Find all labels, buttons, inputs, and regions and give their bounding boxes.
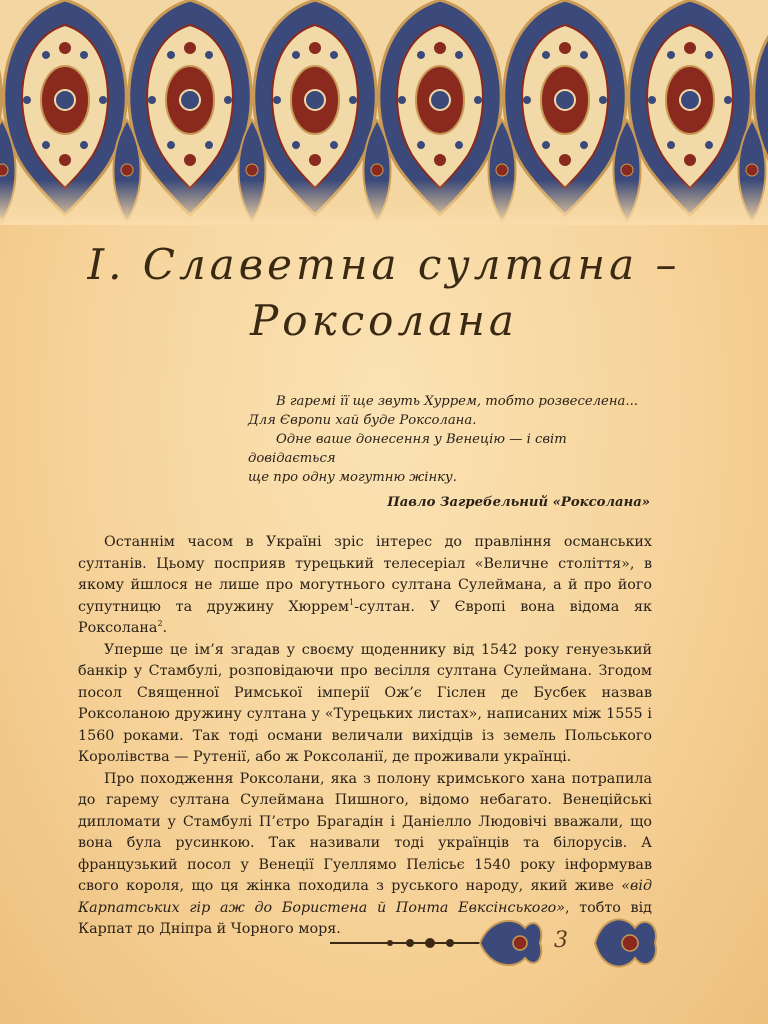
paragraph: Уперше це ім’я згадав у своєму щоденнику від 1542 року генуезький банкір у Стамбулі, розповідаючи про весілля султана Сулеймана. Згодом посол Священної Римської імперії Ож’є Гіслен де Бусбек назвав Роксоланою дружину султана у «Турецьких листах», написаних між 1555 і 1560 роками. Так тоді османи величали вихідців із земель Польського Королівства — Рутенії, або ж Роксоланії, де проживали українці. (78, 641, 652, 765)
epigraph-line: В гаремі її ще звуть Хуррем, тобто розвеселена... (276, 394, 638, 409)
ornament-border (0, 0, 768, 225)
paragraph-text: , тобто від Карпат до Дніпра й Чорного моря. (78, 899, 652, 937)
paragraph-text: . (162, 620, 168, 636)
epigraph-line: Одне ваше донесення у Венецію — і світ довідається (248, 432, 567, 466)
paragraph (78, 532, 652, 640)
page-number: 3 (554, 928, 568, 953)
ornament-pattern-icon (0, 0, 768, 225)
footer-ornament-icon (330, 908, 660, 978)
chapter-title-line1: І. Славетна султана – (87, 240, 681, 289)
chapter-title-line2: Роксолана (250, 296, 518, 345)
paragraph-text: Останнім часом в Україні зріс інтерес до правління османських султанів. Цьому посприяв турецький телесеріал «Величне століття», в якому йшлося не лише про могутнього султана Сулеймана, а й про його супутницю та дружину Хюррем (78, 534, 652, 615)
body-text (78, 532, 652, 941)
paragraph-quote: «від Карпатських гір аж до Бористена й Понта Евксінського» (78, 878, 652, 916)
epigraph-line: Для Європи хай буде Роксолана. (248, 413, 477, 428)
epigraph-author: Павло Загребельний «Роксолана» (387, 495, 650, 510)
epigraph-line: ще про одну могутню жінку. (248, 470, 457, 485)
footnote-marker: 1 (349, 597, 355, 607)
epigraph (248, 392, 650, 512)
paragraph-text: -султан. У Європі вона відома як Роксолана (78, 598, 652, 636)
footnote-marker: 2 (157, 619, 163, 629)
paragraph-text: Про походження Роксолани, яка з полону кримського хана потрапила до гарему султана Сулеймана Пишного, відомо небагато. Венеційські дипломати у Стамбулі П’єтро Брагадін і Даніелло Людовічі вважали, що вона була русинкою. Так називали тоді українців та білорусів. А французький посол у Венеції Гуеллямо Пелісьє 1540 року інформував свого короля, що ця жінка походила з руського народу, який живе (78, 770, 652, 894)
